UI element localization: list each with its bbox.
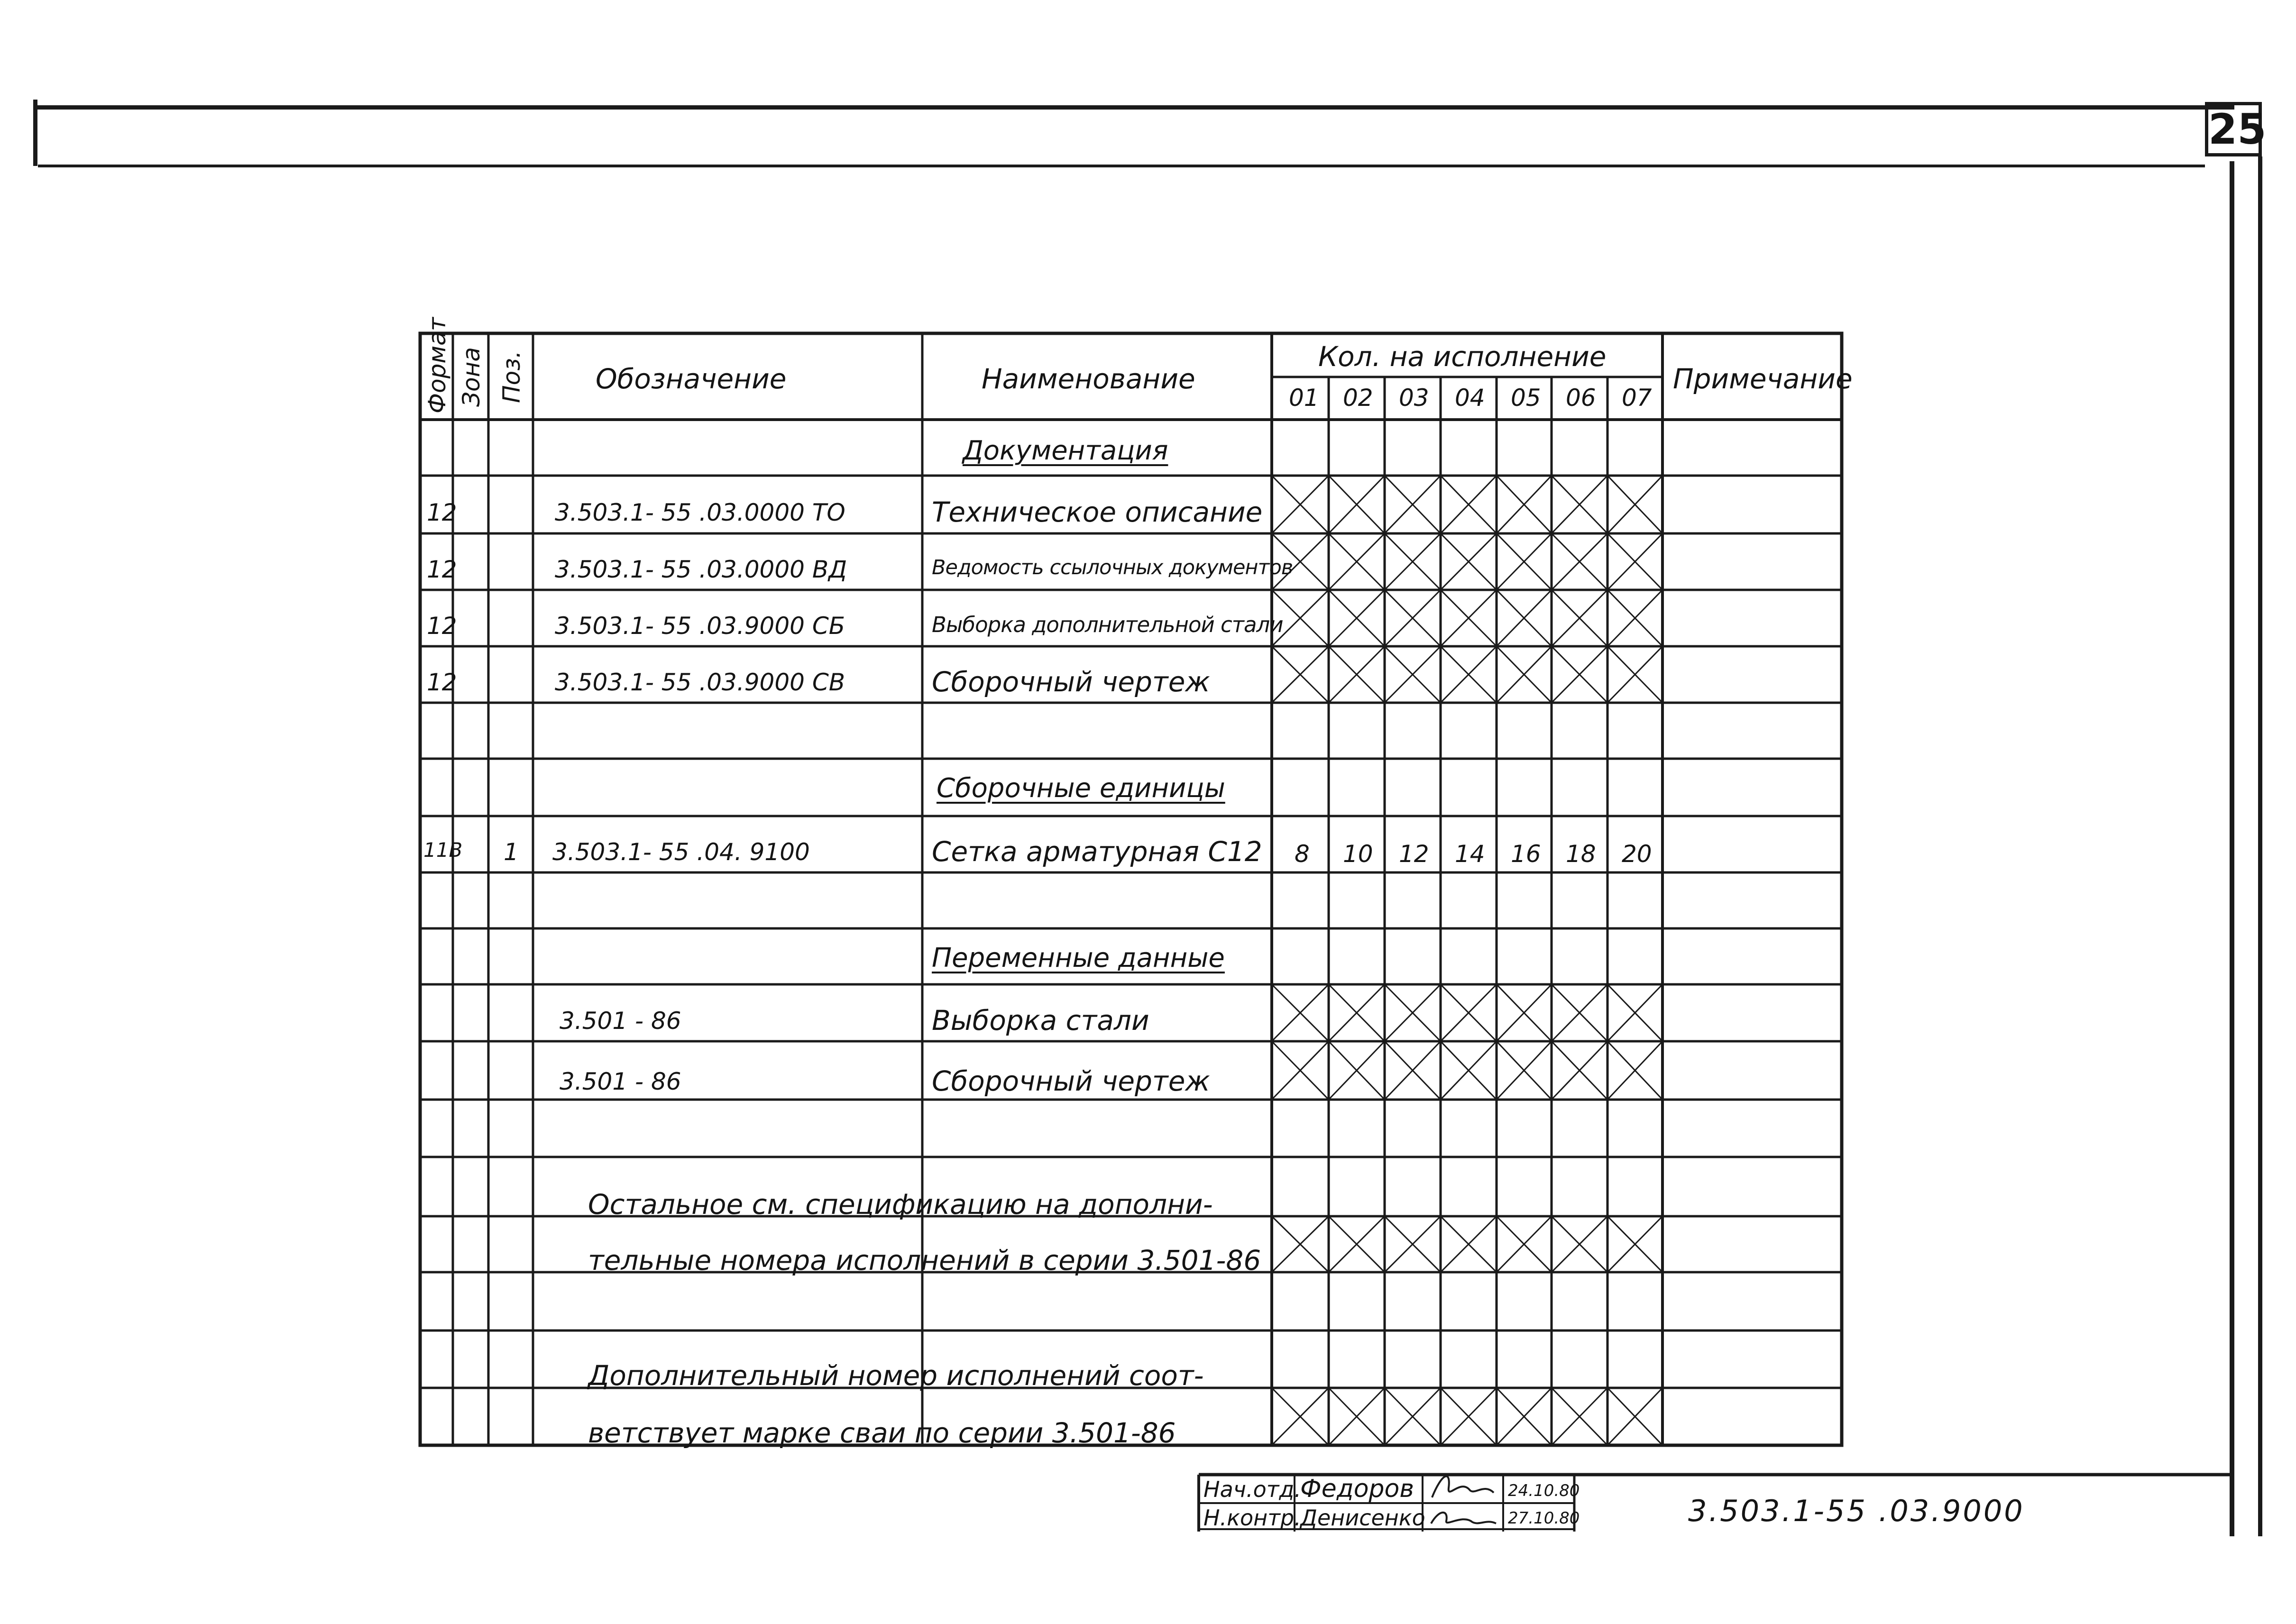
header-variant-07: 07: [1622, 384, 1652, 412]
note-line-3: Дополнительный номер исполнений соот-: [588, 1359, 1204, 1392]
assembly-qty-01: 8: [1295, 840, 1310, 868]
assembly-qty-04: 14: [1455, 840, 1485, 868]
assembly-qty-05: 16: [1511, 840, 1541, 868]
header-variant-01: 01: [1289, 384, 1319, 412]
doc-row-1-name: Техническое описание: [932, 496, 1263, 528]
section-assembly-units: Сборочные единицы: [937, 773, 1225, 804]
title-row-2-name: Денисенко: [1300, 1505, 1425, 1531]
title-row-1-name: Федоров: [1300, 1475, 1414, 1503]
var-row-2-designation: 3.501 - 86: [560, 1068, 681, 1095]
doc-row-3-designation: 3.503.1- 55 .03.9000 СБ: [555, 612, 845, 640]
document-code: 3.503.1-55 .03.9000: [1688, 1494, 2025, 1528]
doc-row-2-format: 12: [427, 556, 457, 583]
doc-row-2-name: Ведомость ссылочных документов: [932, 556, 1293, 579]
title-row-1-signature: [1427, 1464, 1498, 1505]
header-variant-03: 03: [1399, 384, 1429, 412]
note-line-4: ветствует марке сваи по серии 3.501-86: [588, 1417, 1176, 1449]
doc-row-3-format: 12: [427, 612, 457, 640]
section-variable-data: Переменные данные: [932, 943, 1225, 973]
doc-row-1-designation: 3.503.1- 55 .03.0000 ТО: [555, 499, 845, 526]
note-line-1: Остальное см. спецификацию на дополни-: [588, 1188, 1213, 1220]
header-qty-group: Кол. на исполнение: [1318, 340, 1607, 373]
title-row-2-role: Н.контр.: [1203, 1505, 1301, 1531]
title-row-1-date: 24.10.80: [1508, 1481, 1580, 1500]
assembly-qty-03: 12: [1399, 840, 1429, 868]
header-zone: Зона: [458, 347, 485, 407]
var-row-1-designation: 3.501 - 86: [560, 1007, 681, 1035]
doc-row-4-name: Сборочный чертеж: [932, 666, 1210, 698]
var-row-1-name: Выборка стали: [932, 1004, 1149, 1037]
doc-row-2-designation: 3.503.1- 55 .03.0000 ВД: [555, 556, 847, 583]
doc-row-3-name: Выборка дополнительной стали: [932, 612, 1283, 637]
doc-row-4-format: 12: [427, 669, 457, 696]
doc-row-4-designation: 3.503.1- 55 .03.9000 СВ: [555, 669, 845, 696]
assembly-qty-02: 10: [1343, 840, 1373, 868]
title-row-1-role: Нач.отд.: [1203, 1477, 1301, 1502]
doc-row-1-format: 12: [427, 499, 457, 526]
assembly-qty-06: 18: [1566, 840, 1596, 868]
assembly-row-position: 1: [504, 838, 519, 866]
header-format: Формат: [423, 317, 451, 413]
section-documentation: Документация: [963, 435, 1168, 466]
header-designation: Обозначение: [596, 363, 787, 395]
assembly-row-name: Сетка арматурная С12: [932, 835, 1262, 868]
title-row-2-signature: [1427, 1502, 1498, 1531]
header-note: Примечание: [1673, 363, 1853, 395]
sheet-number: 25: [2205, 102, 2262, 156]
assembly-row-format: 11В: [423, 838, 463, 862]
header-position: Поз.: [498, 350, 525, 403]
title-row-2-date: 27.10.80: [1508, 1509, 1580, 1528]
header-variant-04: 04: [1455, 384, 1485, 412]
header-variant-02: 02: [1343, 384, 1373, 412]
header-variant-06: 06: [1566, 384, 1596, 412]
var-row-2-name: Сборочный чертеж: [932, 1065, 1210, 1097]
note-line-2: тельные номера исполнений в серии 3.501-86: [588, 1244, 1261, 1276]
assembly-qty-07: 20: [1622, 840, 1652, 868]
assembly-row-designation: 3.503.1- 55 .04. 9100: [552, 838, 810, 866]
header-name: Наименование: [982, 363, 1195, 395]
header-variant-05: 05: [1511, 384, 1541, 412]
